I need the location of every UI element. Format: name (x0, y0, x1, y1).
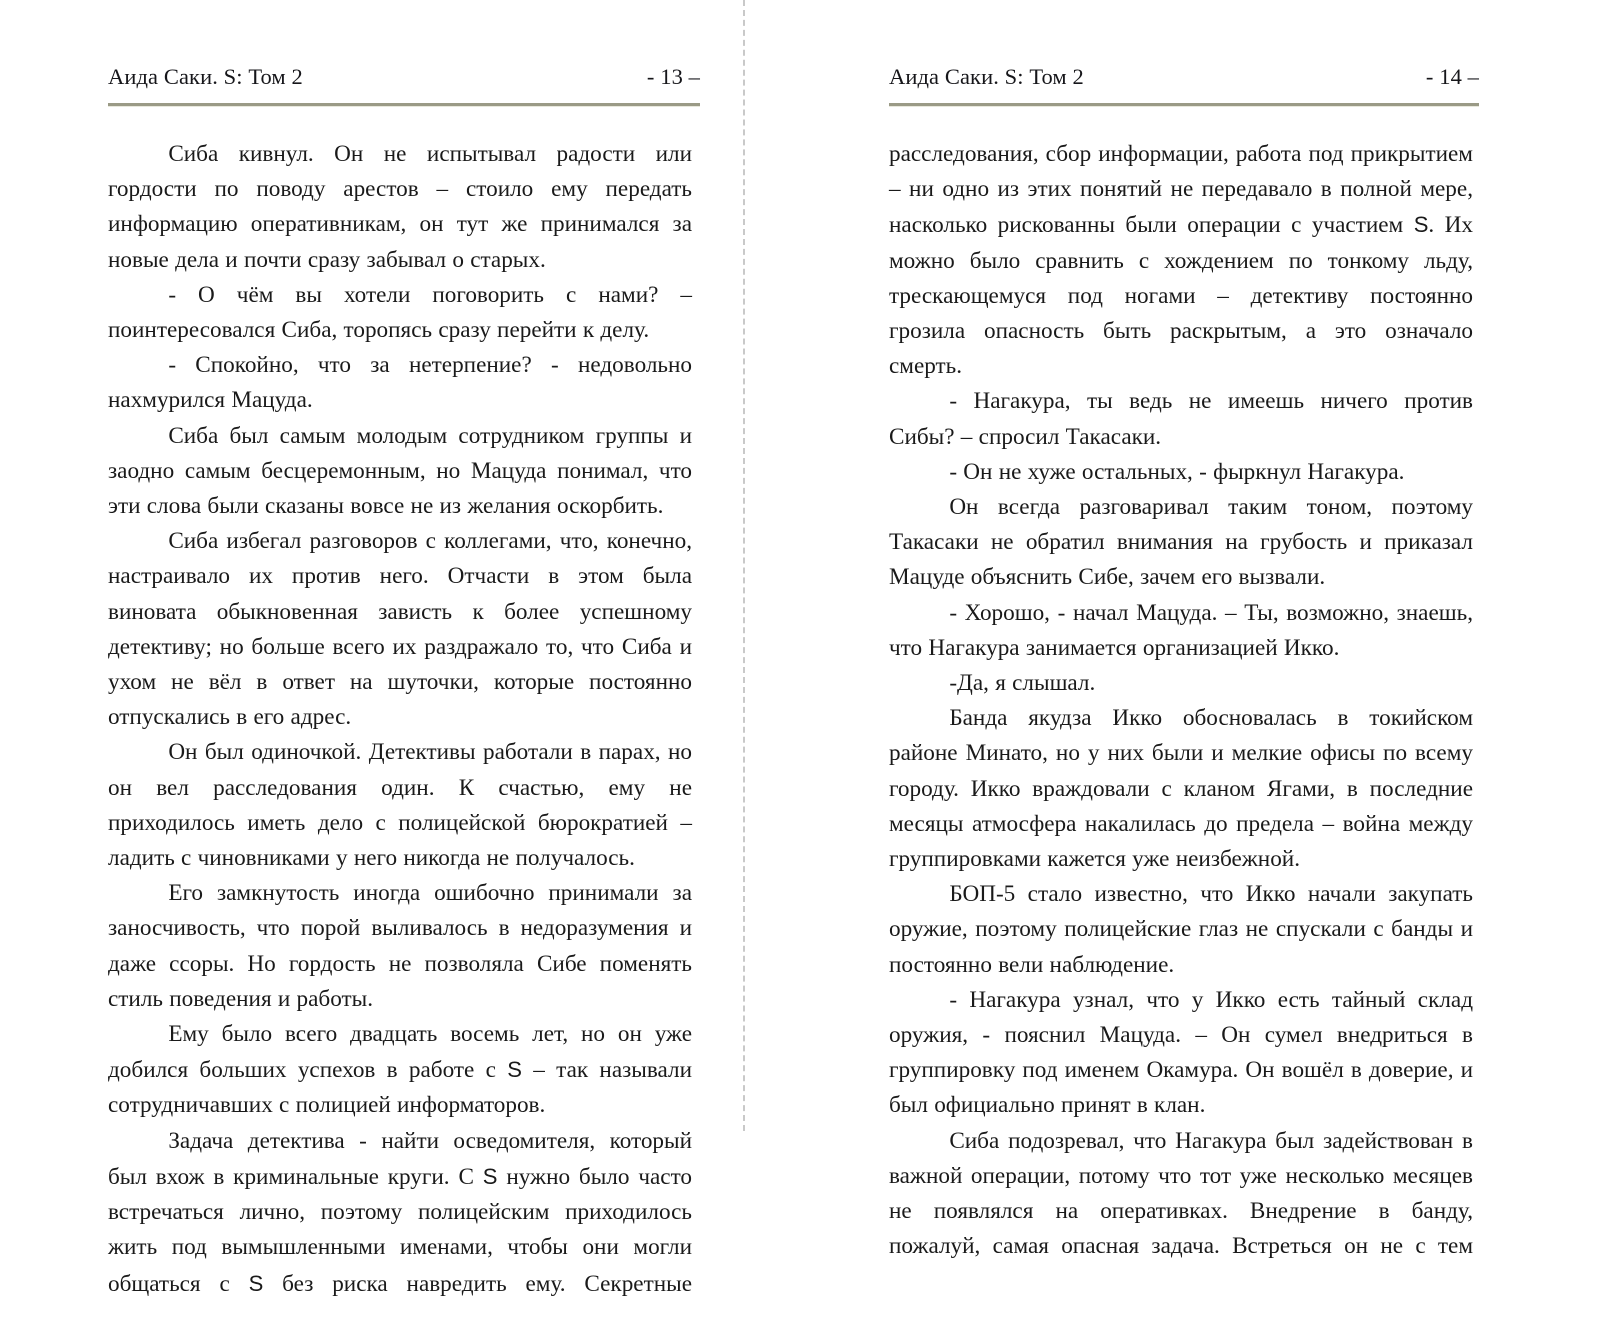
paragraph: -Да, я слышал. (949, 670, 1096, 697)
codename-s: S (248, 1270, 264, 1296)
running-head-title: Аида Саки. S: Том 2 (108, 64, 303, 89)
codename-s: S (482, 1163, 498, 1189)
header-rule (108, 103, 700, 106)
codename-s: S (507, 1057, 522, 1083)
paragraph: Сиба был самым молодым сотрудником группы и заодно самым бесцеремонным, но Мацуда понимал, что эти слова были сказаны вовсе не из желания оскорбить. (108, 422, 692, 520)
page-number: - 13 – (646, 64, 700, 89)
codename-s: S (1413, 212, 1429, 238)
paragraph: - Спокойно, что за нетерпение? - недовольно нахмурился Мацуда. (108, 352, 692, 414)
paragraph: - Нагакура, ты ведь не имеешь ничего против Сибы? – спросил Такасаки. (889, 388, 1473, 450)
paragraph: расследования, сбор информации, работа под прикрытием – ни одно из этих понятий не передавало в полной мере, насколько рискованны были операции с участием S. Их можно было сравнить с хождением по тонкому льду, трескающемуся под ногами – детективу постоянно грозила опасность быть раскрытым, а это означало смерть. (889, 141, 1473, 380)
paragraph: - Хорошо, - начал Мацуда. – Ты, возможно, знаешь, что Нагакура занимается организацией Икко. (889, 599, 1473, 661)
page-left (0, 0, 743, 1297)
paragraph: - Нагакура узнал, что у Икко есть тайный склад оружия, - пояснил Мацуда. – Он сумел внедриться в группировку под именем Окамура. Он вошёл в доверие, и был официально принят в клан. (889, 986, 1473, 1119)
paragraph: - О чём вы хотели поговорить с нами? – поинтересовался Сиба, торопясь сразу перейти к делу. (108, 281, 692, 344)
paragraph: Банда якудза Икко обосновалась в токийском районе Минато, но у них были и мелкие офисы по всему городу. Икко враждовали с кланом Ягами, в последние месяцы атмосфера накалилась до предела – война между группировками кажется уже неизбежной. (889, 705, 1473, 873)
paragraph: Он был одиночкой. Детективы работали в парах, но он вел расследования один. К счастью, ему не приходилось иметь дело с полицейской бюрократией – ладить с чиновниками у него никогда не получалось. (108, 739, 692, 872)
paragraph: - Он не хуже остальных, - фыркнул Нагакура. (949, 458, 1405, 485)
page-number: - 14 – (1425, 64, 1479, 89)
paragraph: Он всегда разговаривал таким тоном, поэтому Такасаки не обратил внимания на грубость и приказал Мацуде объяснить Сибе, зачем его вызвали. (889, 494, 1473, 591)
paragraph: Сиба кивнул. Он не испытывал радости или гордости по поводу арестов – стоило ему передать информацию оперативникам, он тут же принимался за новые дела и почти сразу забывал о старых. (108, 141, 692, 273)
paragraph: Сиба избегал разговоров с коллегами, что, конечно, настраивало их против него. Отчасти в этом была виновата обыкновенная зависть к более успешному детективу; но больше всего их раздражало то, что Сиба и ухом не вёл в ответ на шуточки, которые постоянно отпускались в его адрес. (108, 528, 692, 731)
running-head-right (889, 64, 1479, 90)
paragraph: Ему было всего двадцать восемь лет, но он уже добился больших успехов в работе с S – так называли сотрудничавших с полицией информаторов. (108, 1021, 692, 1119)
body-text-right (889, 137, 1473, 1300)
paragraph: Его замкнутость иногда ошибочно принимали за заносчивость, что порой выливалось в недоразумения и даже ссоры. Но гордость не позволяла Сибе поменять стиль поведения и работы. (108, 880, 692, 1012)
running-head-left (108, 64, 700, 90)
paragraph: Сиба подозревал, что Нагакура был задействован в важной операции, потому что тот уже несколько месяцев не появлялся на оперативках. Внедрение в банду, пожалуй, самая опасная задача. Встреться он не с тем (889, 1127, 1473, 1260)
paragraph: Задача детектива - найти осведомителя, который был вхож в криминальные круги. С S нужно было часто встречаться лично, поэтому полицейским приходилось жить под вымышленными именами, чтобы они могли общаться с S без риска навредить ему. Секретные (108, 1127, 692, 1297)
header-rule (889, 103, 1479, 106)
page-right (743, 0, 1600, 1260)
body-text-left (108, 137, 692, 1337)
running-head-title: Аида Саки. S: Том 2 (889, 64, 1084, 89)
page-gutter-divider (743, 0, 745, 1131)
paragraph: БОП-5 стало известно, что Икко начали закупать оружие, поэтому полицейские глаз не спускали с банды и постоянно вели наблюдение. (889, 881, 1473, 978)
